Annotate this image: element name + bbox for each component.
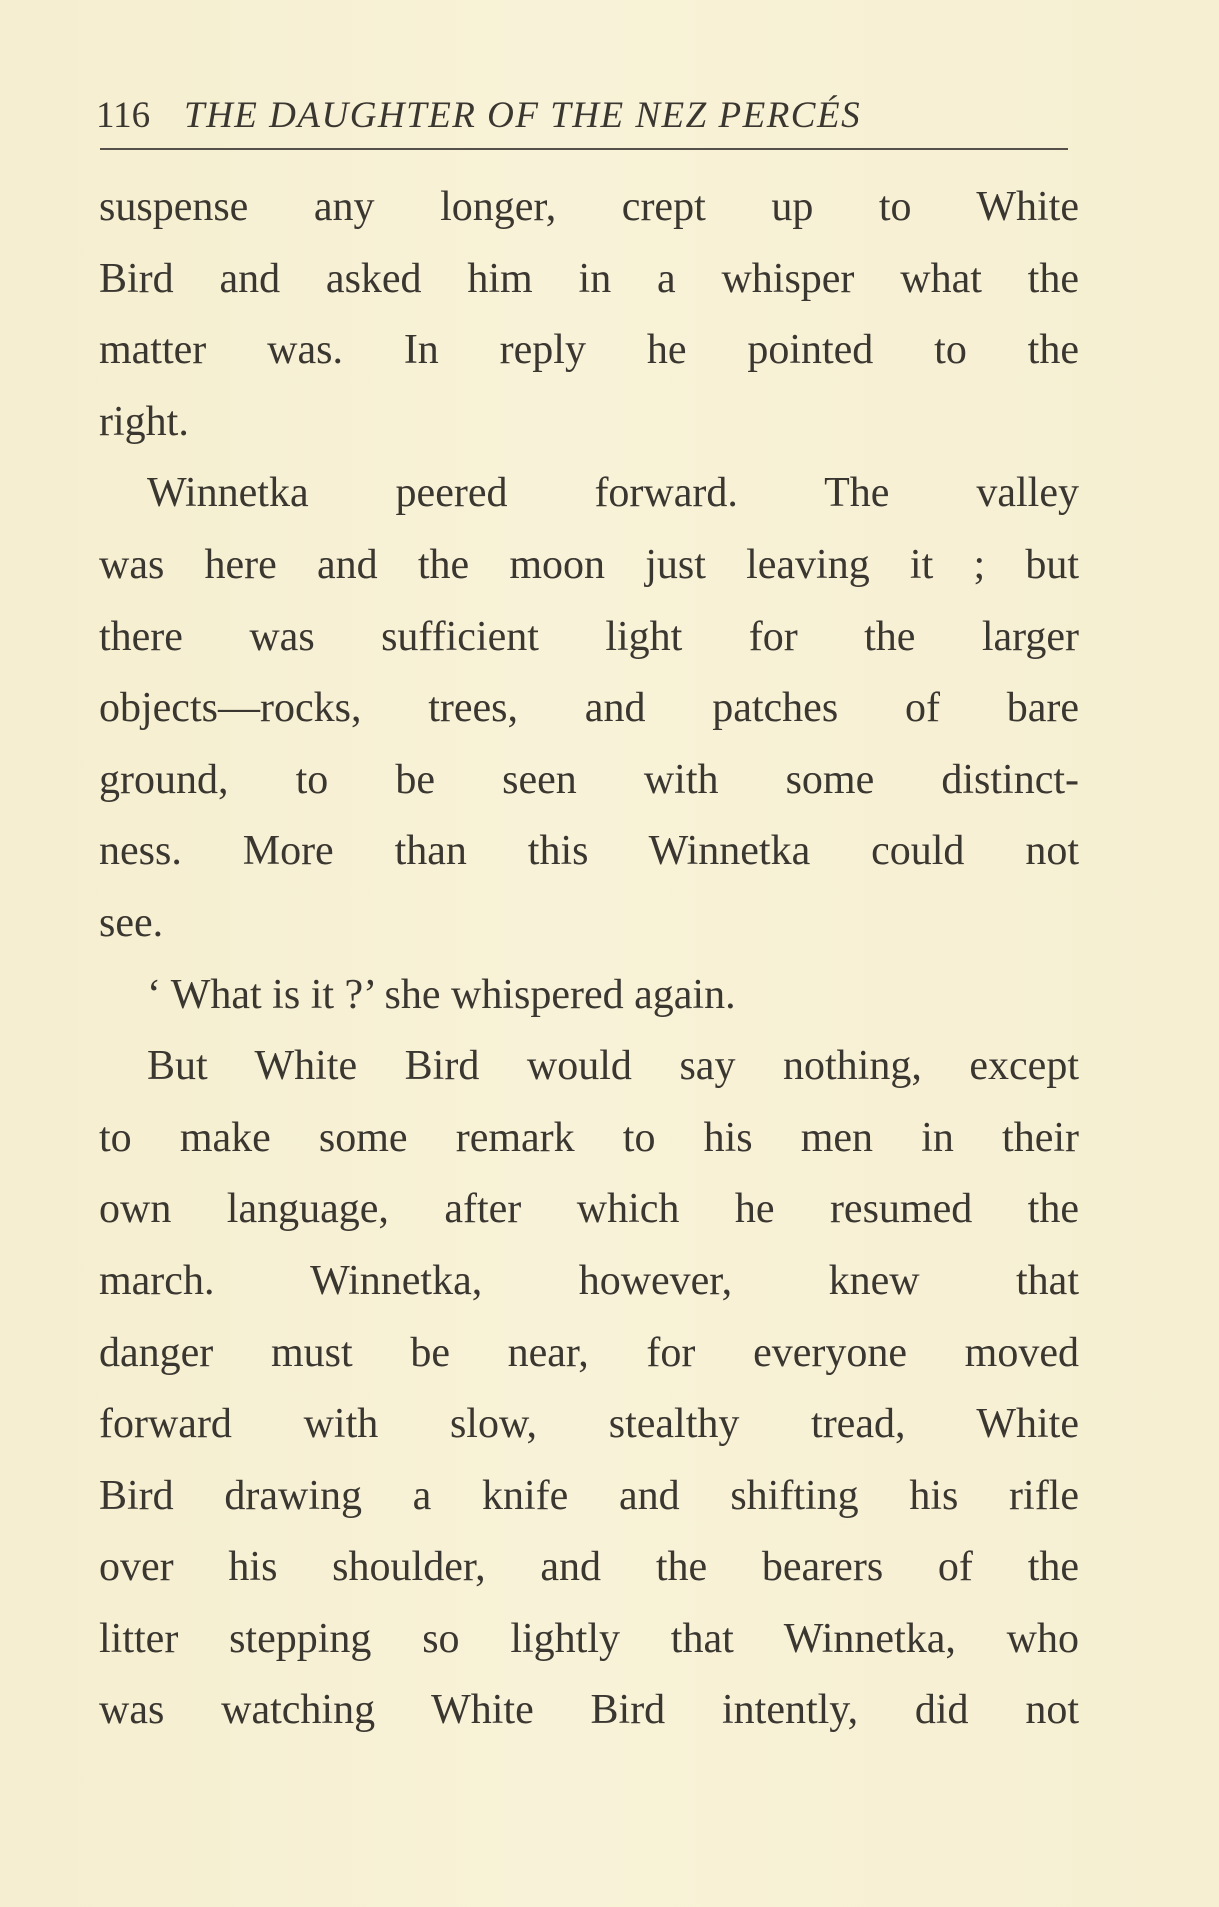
header-rule — [100, 148, 1068, 150]
text-line: ‘ What is it ?’ she whispered again. — [147, 971, 736, 1018]
text-line: see. — [99, 899, 164, 946]
text-line: own language, after which he resumed the — [99, 1186, 1079, 1233]
text-line: ground, to be seen with some distinct- — [99, 756, 1079, 803]
text-line: suspense any longer, crept up to White — [99, 184, 1079, 230]
running-title: THE DAUGHTER OF THE NEZ PERCÉS — [184, 95, 862, 136]
text-line: to make some remark to his men in their — [99, 1114, 1079, 1161]
page-number: 116 — [96, 95, 151, 136]
text-line: Bird drawing a knife and shifting his rifle — [99, 1472, 1079, 1519]
text-line: matter was. In reply he pointed to the — [99, 327, 1079, 374]
text-line: was here and the moon just leaving it ; but — [99, 541, 1079, 588]
text-line: march. Winnetka, however, knew that — [99, 1257, 1079, 1304]
text-line: forward with slow, stealthy tread, White — [99, 1401, 1079, 1448]
text-line: there was sufficient light for the larger — [99, 613, 1079, 660]
text-line: Bird and asked him in a whisper what the — [99, 255, 1079, 302]
text-line: over his shoulder, and the bearers of the — [99, 1544, 1079, 1591]
text-line: was watching White Bird intently, did not — [99, 1687, 1079, 1734]
text-line: Winnetka peered forward. The valley — [147, 470, 1079, 517]
text-line: But White Bird would say nothing, except — [147, 1043, 1079, 1090]
body-text — [99, 172, 1079, 1747]
text-line: danger must be near, for everyone moved — [99, 1329, 1079, 1376]
text-line: right. — [99, 398, 189, 445]
running-head — [96, 86, 1076, 146]
text-line: ness. More than this Winnetka could not — [99, 828, 1079, 875]
text-line: objects—rocks, trees, and patches of bare — [99, 685, 1079, 732]
text-line: litter stepping so lightly that Winnetka, who — [99, 1615, 1079, 1662]
